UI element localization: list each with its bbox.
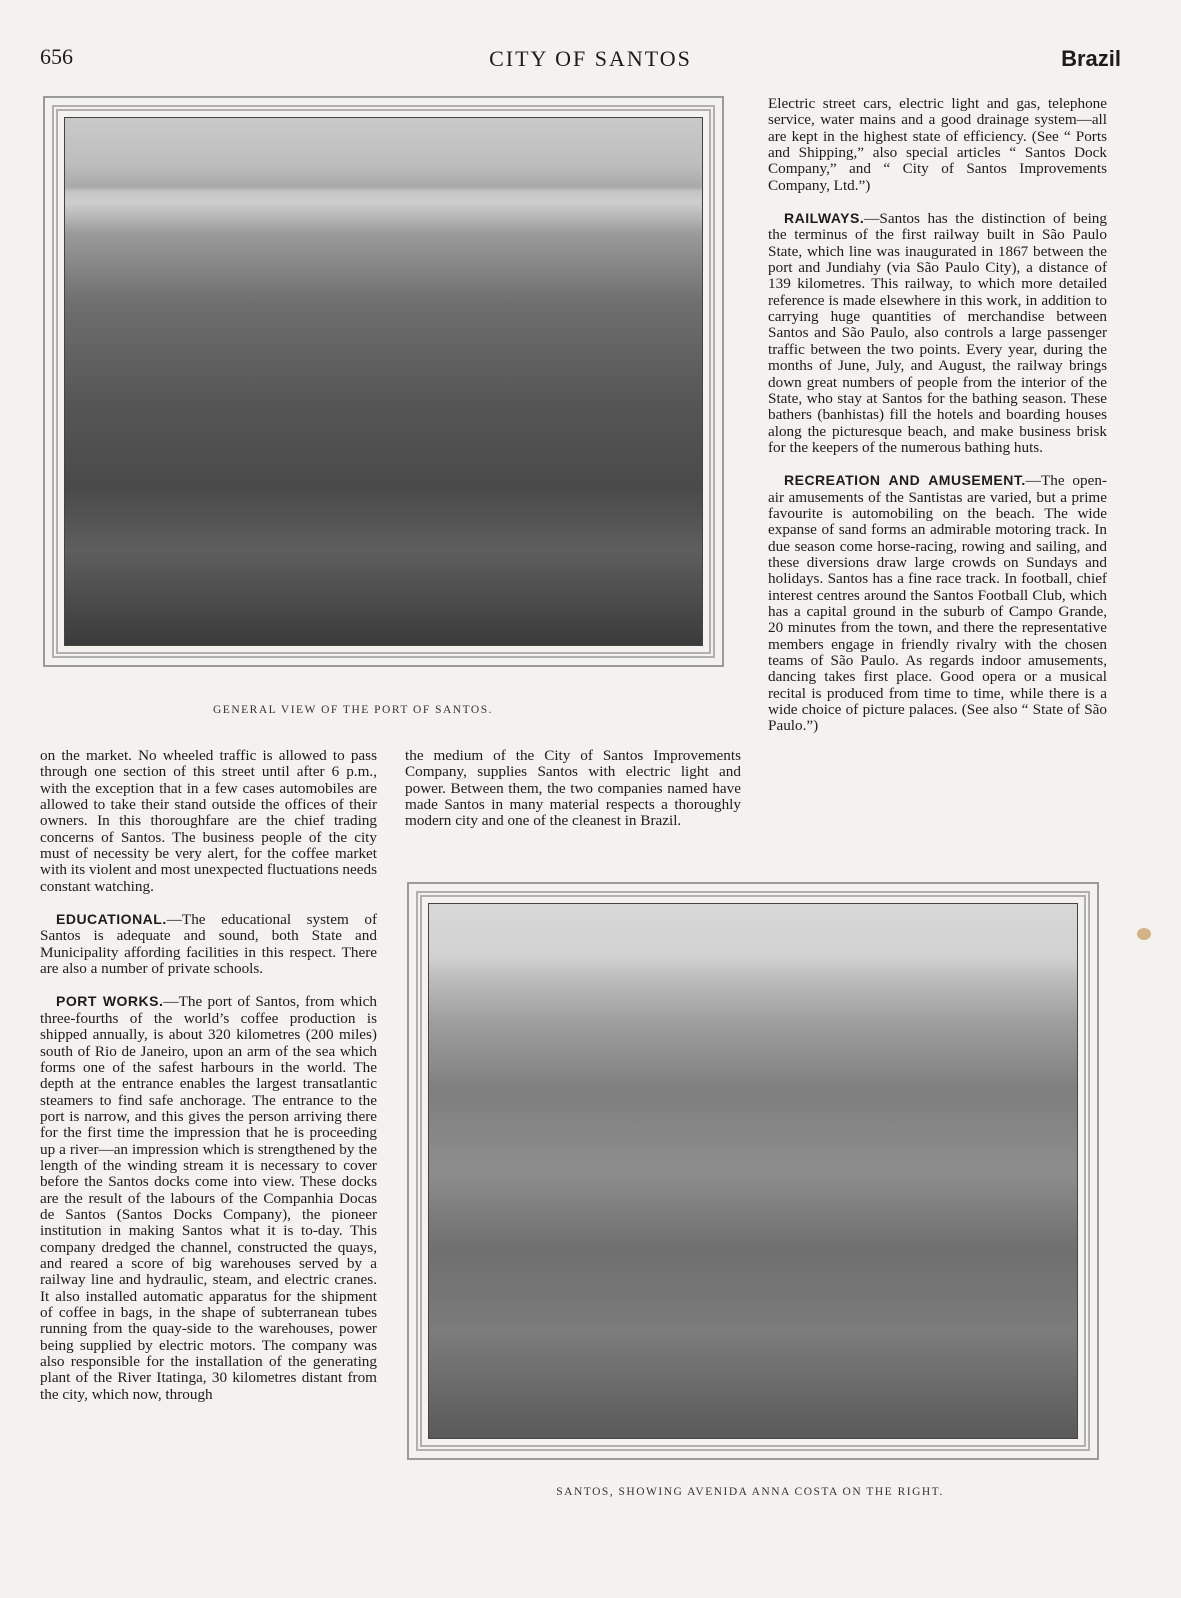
improvements-paragraph: the medium of the City of Santos Improvements Company, supplies Santos with electric light and power. Between them, the two companies named have made Santos in many material respects a thoroughly modern city and one of the cleanest in Brazil. (405, 747, 741, 830)
railways-text: —Santos has the distinction of being the terminus of the first railway built in São Paulo State, which line was inaugurated in 1867 between the port and Jundiahy (via São Paulo City), a distance of 139 kilometres. This railway, to which more detailed reference is made elsewhere in this work, in addition to carrying huge quantities of merchandise between Santos and São Paulo, also controls a large passenger traffic between the two points. Every year, during the months of June, July, and August, the railway brings down great numbers of people from the interior of the State, who stay at Santos for the bathing season. These bathers (banhistas) fill the hotels and boarding houses along the picturesque beach, and make business brisk for the keepers of the numerous bathing huts. (768, 210, 1107, 456)
right-column (768, 96, 1107, 735)
page-number: 656 (40, 44, 73, 69)
top-photo-border (52, 105, 715, 658)
port-works-paragraph (40, 993, 377, 1403)
region-label: Brazil (1061, 46, 1121, 71)
middle-column (405, 748, 741, 830)
port-of-santos-photo (64, 117, 703, 646)
recreation-text: —The open-air amusements of the Santistas are varied, but a prime favourite is automobiling on the beach. The wide expanse of sand forms an admirable motoring track. In due season come horse-racing, rowing and sailing, and these diversions draw large crowds on Sundays and holidays. Santos has a fine race track. In football, chief interest centres around the Santos Football Club, which has a capital ground in the suburb of Campo Grande, 20 minutes from the town, and there the representative members engage in friendly rivalry with the chosen teams of São Paulo. As regards indoor amusements, dancing takes first place. Good opera or a musical recital is produced from time to time, while there is a wide choice of picture palaces. (See also “ State of São Paulo.”) (768, 472, 1107, 735)
educational-heading: EDUCATIONAL. (56, 911, 167, 928)
avenida-anna-costa-photo (428, 903, 1078, 1439)
bottom-photo-frame (407, 882, 1099, 1460)
market-paragraph: on the market. No wheeled traffic is allowed to pass through one section of this street until after 6 p.m., with the exception that in a few cases automobiles are allowed to take their stand outside the offices of their owners. In this thoroughfare are the chief trading concerns of Santos. The business people of the city must of necessity be very alert, for the coffee market with its violent and most unexpected fluctuations needs constant watching. (40, 747, 378, 895)
educational-text: —The educational system of Santos is adequate and sound, both State and Municipality affording facilities in this respect. There are also a number of private schools. (40, 911, 377, 978)
recreation-paragraph (768, 472, 1107, 735)
railways-heading: RAILWAYS. (784, 210, 865, 227)
railways-paragraph (768, 210, 1107, 456)
bottom-photo-caption: SANTOS, SHOWING AVENIDA ANNA COSTA ON THE RIGHT. (556, 1486, 944, 1498)
port-works-text: —The port of Santos, from which three-fourths of the world’s coffee production is shipped annually, is about 320 kilometres (200 miles) south of Rio de Janeiro, upon an arm of the sea which forms one of the safest harbours in the world. The depth at the entrance enables the largest transatlantic steamers to find safe anchorage. The entrance to the port is narrow, and this gives the person arriving there for the first time the impression that he is proceeding up a river—an impression which is strengthened by the length of the winding stream it is necessary to cover before the Santos docks come into view. These docks are the result of the labours of the Companhia Docas de Santos (Santos Docks Company), the pioneer institution in making Santos what it is to-day. This company dredged the channel, constructed the quays, and reared a score of big warehouses served by a railway line and hydraulic, steam, and electric cranes. It also installed automatic apparatus for the shipment of coffee in bags, in the shape of subterranean tubes running from the quay-side to the warehouses, power being supplied by electric motors. The company was also responsible for the installation of the generating plant of the River Itatinga, 30 kilometres distant from the city, which now, through (40, 993, 377, 1403)
top-photo-frame (43, 96, 724, 667)
educational-paragraph (40, 911, 377, 977)
utilities-paragraph: Electric street cars, electric light and gas, telephone service, water mains and a good drainage system—all are kept in the highest state of efficiency. (See “ Ports and Shipping,” also special articles “ Santos Dock Company,” and “ City of Santos Improvements Company, Ltd.”) (768, 95, 1107, 194)
page-title: CITY OF SANTOS (489, 46, 692, 71)
recreation-heading: RECREATION AND AMUSEMENT. (784, 472, 1026, 489)
left-column (40, 748, 377, 1403)
bottom-photo-border (416, 891, 1090, 1451)
port-works-heading: PORT WORKS. (56, 993, 164, 1010)
top-photo-caption: GENERAL VIEW OF THE PORT OF SANTOS. (212, 704, 494, 716)
paper-stain (1137, 928, 1151, 940)
